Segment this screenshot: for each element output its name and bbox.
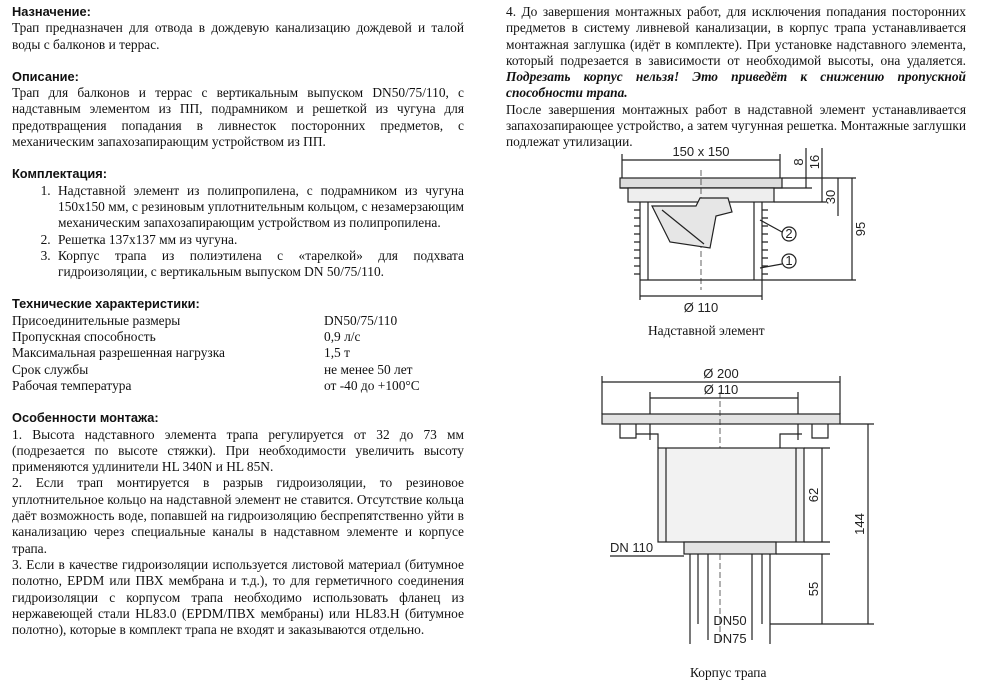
- spec-key: Рабочая температура: [12, 377, 132, 393]
- dim-95: 95: [853, 221, 868, 237]
- purpose-section: [12, 4, 464, 53]
- kit-list: [12, 183, 464, 281]
- callout-1: 1: [785, 253, 793, 268]
- specs-section: [12, 296, 464, 394]
- label-dn75: DN75: [713, 631, 747, 646]
- left-column: [12, 4, 464, 638]
- extension-element-caption: Надставной элемент: [648, 323, 765, 338]
- spec-value: 1,5 т: [324, 345, 350, 361]
- dim-144: 144: [852, 513, 867, 535]
- spec-value: DN50/75/110: [324, 312, 398, 328]
- drain-body-caption: Корпус трапа: [690, 665, 767, 680]
- label-dn110: DN 110: [610, 540, 654, 555]
- callout-2: 2: [785, 226, 793, 241]
- spec-value: 0,9 л/с: [324, 329, 361, 345]
- warning-text: Подрезать корпус нельзя! Это приведёт к снижению пропускной способности трапа.: [506, 69, 966, 101]
- table-row: [12, 329, 464, 345]
- dim-bottom-diameter: Ø 110: [683, 300, 719, 315]
- dim-d110: Ø 110: [703, 382, 739, 397]
- drain-body-drawing: [590, 362, 890, 652]
- dim-d200: Ø 200: [703, 366, 739, 381]
- table-row: [12, 345, 464, 361]
- specs-table: [12, 313, 464, 394]
- kit-item: 1. Надставной элемент из полипропилена, с подрамником из чугуна 150х150 мм, с резиновым уплотнительным кольцом, с незамерзающим механическим запахозапирающим устройством из полипропилена.: [54, 183, 464, 232]
- kit-item: 3. Корпус трапа из полиэтилена с «тарелкой» для подхвата гидроизоляции, с вертикальным выпуском DN 50/75/110.: [54, 248, 464, 281]
- purpose-text: Трап предназначен для отвода в дождевую канализацию дождевой и талой воды с балконов и террас.: [12, 20, 464, 52]
- spec-key: Срок службы: [12, 361, 89, 377]
- description-section: [12, 69, 464, 150]
- mounting-paragraph-3: 3. Если в качестве гидроизоляции используется листовой материал (битумное полотно, EPDM или ПВХ мембрана и т.д.), то для герметичного соединения гидроизоляции с корпусом трапа необходимо использовать фланец из нержавеющей стали HL83.0 (EPDM/ПВХ мембраны) или HL83.H (битумное полотно), которые в комплект трапа не входят и заказываются отдельно.: [12, 556, 464, 638]
- mounting-paragraph-2: 2. Если трап монтируется в разрыв гидроизоляции, то резиновое уплотнительное кольцо на надставной элемент не ставится. Отсутствие кольца даёт возможность воде, попавшей на гидроизоляцию беспрепятственно уйти в канализацию через специальные каналы в надставном элементе и корпусе трапа.: [12, 475, 464, 556]
- purpose-heading: Назначение:: [12, 4, 91, 19]
- dim-30: 30: [823, 189, 838, 205]
- mounting-paragraph-4-text: 4. До завершения монтажных работ, для исключения попадания посторонних предметов в систему ливневой канализации, в корпус трапа устанавливается монтажная заглушка (идёт в комплекте). При установке надставного элемента, который подрезается в зависимости от необходимой высоты, она удаляется.: [506, 4, 966, 68]
- extension-element-drawing: [600, 140, 890, 315]
- kit-heading: Комплектация:: [12, 166, 107, 182]
- spec-key: Присоединительные размеры: [12, 312, 181, 328]
- mounting-heading: Особенности монтажа:: [12, 410, 159, 426]
- description-heading: Описание:: [12, 68, 79, 84]
- mounting-paragraph-1: 1. Высота надставного элемента трапа регулируется от 32 до 73 мм (подрезается по высоте стяжки). При необходимости увеличить высоту применяются удлинители HL 340N и HL 85N.: [12, 426, 464, 475]
- spec-value: от -40 до +100°С: [324, 377, 420, 393]
- dim-top: 150 x 150: [672, 144, 730, 159]
- dim-16: 16: [807, 154, 822, 170]
- spec-key: Пропускная способность: [12, 329, 156, 345]
- spec-key: Максимальная разрешенная нагрузка: [12, 345, 225, 361]
- table-row: [12, 378, 464, 394]
- kit-section: [12, 166, 464, 280]
- kit-item: 2. Решетка 137х137 мм из чугуна.: [54, 232, 464, 248]
- mounting-section: [12, 410, 464, 638]
- description-text: Трап для балконов и террас с вертикальным выпуском DN50/75/110, с надставным элементом из ПП, подрамником и решеткой из чугуна для предотвращения попадания в ливнесток посторонних предметов, с механическим запахозапирающим устройством из ПП.: [12, 85, 464, 150]
- specs-heading: Технические характеристики:: [12, 296, 200, 312]
- table-row: [12, 313, 464, 329]
- right-column: [506, 4, 966, 151]
- label-dn50: DN50: [713, 613, 747, 628]
- mounting-paragraph-5: После завершения монтажных работ в надставной элемент устанавливается запахозапирающее устройство, а затем чугунная решетка. Монтажные заглушки подлежат утилизации.: [506, 101, 966, 150]
- dim-62: 62: [806, 487, 821, 503]
- table-row: [12, 362, 464, 378]
- dim-55: 55: [806, 581, 821, 597]
- spec-value: не менее 50 лет: [324, 361, 413, 377]
- dim-8: 8: [791, 158, 806, 166]
- mounting-paragraph-4: [506, 4, 966, 102]
